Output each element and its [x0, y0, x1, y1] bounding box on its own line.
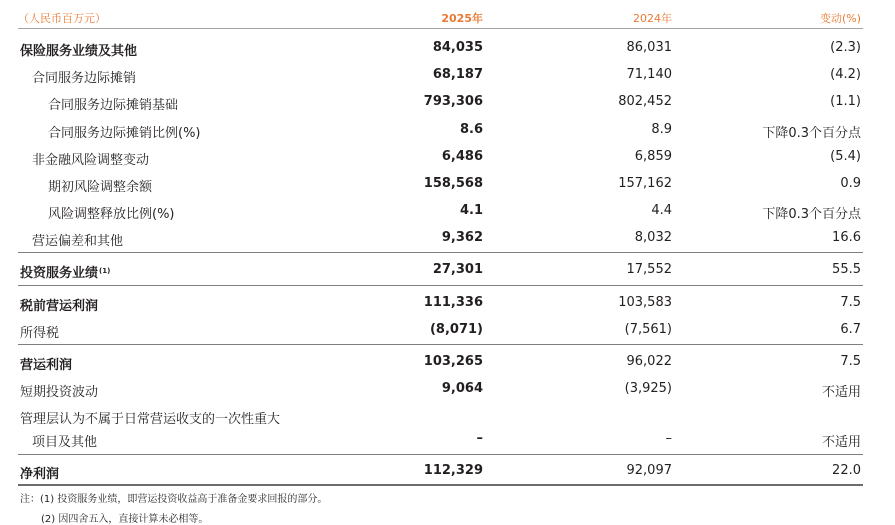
value-change: 7.5	[840, 354, 861, 369]
value-2025: 111,336	[423, 295, 483, 310]
row-label	[20, 262, 110, 281]
row-separator	[18, 454, 863, 455]
column-header-2025: 2025年	[441, 12, 483, 25]
table-row	[0, 349, 895, 376]
row-separator	[18, 252, 863, 253]
value-2024: (7,561)	[624, 322, 672, 337]
value-2025: 68,187	[432, 67, 483, 82]
row-label: 所得税	[20, 326, 60, 341]
column-header-change: 变动(%)	[819, 12, 861, 25]
row-label: 营运偏差和其他	[32, 234, 124, 249]
value-change: 下降0.3个百分点	[762, 207, 861, 222]
table-row	[0, 317, 895, 344]
row-label: 项目及其他	[32, 435, 98, 450]
value-2024: 8,032	[634, 230, 672, 245]
value-2025: 8.6	[459, 122, 483, 137]
table-row	[0, 290, 895, 317]
row-label: 合同服务边际摊销比例(%)	[48, 126, 201, 141]
row-label: 管理层认为不属于日常营运收支的一次性重大	[20, 412, 281, 427]
table-bottom-rule	[18, 484, 863, 486]
table-header	[0, 3, 895, 28]
footnote-1: 注：(1) 投资服务业绩，即营运投资收益高于准备金要求回报的部分。	[20, 494, 328, 505]
value-change: 0.9	[840, 176, 861, 191]
value-change: (1.1)	[830, 94, 861, 109]
row-label: 税前营运利润	[20, 299, 99, 314]
value-2024: 71,140	[626, 67, 672, 82]
value-2025: 158,568	[423, 176, 483, 191]
footnote-2: (2) 因四舍五入，直接计算未必相等。	[41, 514, 209, 525]
table-row	[0, 144, 895, 171]
value-change: (2.3)	[830, 40, 861, 55]
row-label-text: 投资服务业绩	[20, 266, 99, 281]
value-change: 下降0.3个百分点	[762, 126, 861, 141]
value-2024: 96,022	[626, 354, 672, 369]
value-2025: 27,301	[432, 262, 483, 277]
value-change: (5.4)	[830, 149, 861, 164]
value-2024: 92,097	[626, 463, 672, 478]
value-2025: 9,362	[441, 230, 483, 245]
value-2025: 112,329	[423, 463, 483, 478]
value-2024: –	[665, 431, 672, 446]
value-2024: (3,925)	[624, 381, 672, 396]
header-rule	[18, 28, 863, 29]
row-label: 非金融风险调整变动	[32, 153, 150, 168]
row-label: 合同服务边际摊销基础	[48, 98, 179, 113]
table-row	[0, 458, 895, 485]
value-2025: 84,035	[432, 40, 483, 55]
value-change: 不适用	[821, 385, 861, 400]
row-label: 短期投资波动	[20, 385, 99, 400]
value-2024: 802,452	[618, 94, 672, 109]
table-row	[0, 35, 895, 62]
row-separator	[18, 344, 863, 345]
value-change: 22.0	[832, 463, 861, 478]
table-row	[0, 257, 895, 284]
value-change: 6.7	[840, 322, 861, 337]
row-label: 合同服务边际摊销	[32, 71, 137, 86]
row-label: 保险服务业绩及其他	[20, 44, 138, 59]
value-2024: 86,031	[626, 40, 672, 55]
value-2024: 103,583	[618, 295, 672, 310]
value-2025: 103,265	[423, 354, 483, 369]
table-row	[0, 117, 895, 144]
row-label: 风险调整释放比例(%)	[48, 207, 175, 222]
value-2024: 157,162	[618, 176, 672, 191]
value-change: 55.5	[832, 262, 861, 277]
value-2025: –	[476, 431, 483, 446]
column-header-2024: 2024年	[633, 12, 672, 25]
table-row	[0, 225, 895, 252]
table-row	[0, 171, 895, 198]
value-2025: (8,071)	[429, 322, 483, 337]
value-2024: 6,859	[634, 149, 672, 164]
value-2024: 17,552	[626, 262, 672, 277]
value-change: (4.2)	[830, 67, 861, 82]
footnote-marker: (1)	[99, 267, 111, 275]
table-row	[0, 376, 895, 403]
table-row	[0, 426, 895, 453]
row-label: 期初风险调整余额	[48, 180, 153, 195]
value-change: 16.6	[832, 230, 861, 245]
value-change: 不适用	[821, 435, 861, 450]
unit-label: （人民币百万元）	[18, 12, 106, 25]
row-label: 净利润	[20, 467, 60, 482]
table-row	[0, 62, 895, 89]
row-separator	[18, 285, 863, 286]
row-label: 营运利润	[20, 358, 73, 373]
value-2025: 6,486	[441, 149, 483, 164]
table-row	[0, 198, 895, 225]
value-2025: 793,306	[423, 94, 483, 109]
value-2024: 4.4	[651, 203, 672, 218]
value-2025: 9,064	[441, 381, 483, 396]
value-change: 7.5	[840, 295, 861, 310]
table-row	[0, 89, 895, 116]
value-2025: 4.1	[459, 203, 483, 218]
value-2024: 8.9	[651, 122, 672, 137]
